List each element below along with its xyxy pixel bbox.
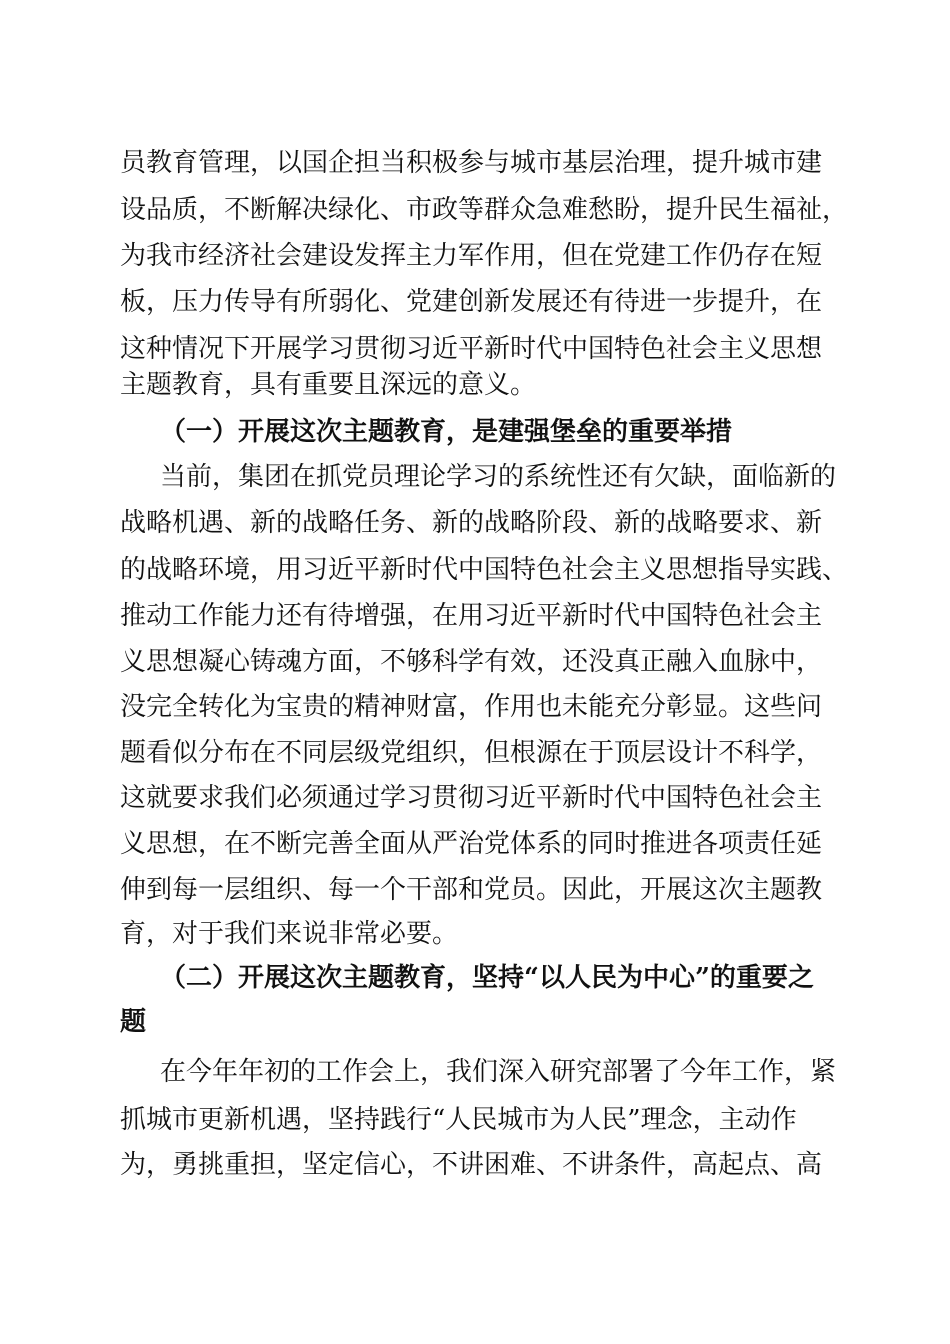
body-text-line: 在今年年初的工作会上，我们深入研究部署了今年工作，紧 xyxy=(160,1057,837,1087)
section-heading-2: （二）开展这次主题教育，坚持“以人民为中心”的重要之 xyxy=(160,963,814,993)
body-text-line: 伸到每一层组织、每一个干部和党员。因此，开展这次主题教 xyxy=(120,875,823,905)
body-text-line: 当前，集团在抓党员理论学习的系统性还有欠缺，面临新的 xyxy=(160,462,837,492)
body-text-line: 为我市经济社会建设发挥主力军作用，但在党建工作仍存在短 xyxy=(120,241,823,271)
body-text-line: 主题教育，具有重要且深远的意义。 xyxy=(120,370,537,400)
body-text-line: 这就要求我们必须通过学习贯彻习近平新时代中国特色社会主 xyxy=(120,783,823,813)
body-text-line: 设品质，不断解决绿化、市政等群众急难愁盼，提升民生福祉， xyxy=(120,195,849,225)
body-text-line: 员教育管理，以国企担当积极参与城市基层治理，提升城市建 xyxy=(120,148,823,178)
body-text-line: 推动工作能力还有待增强，在用习近平新时代中国特色社会主 xyxy=(120,601,823,631)
body-text-line: 义思想，在不断完善全面从严治党体系的同时推进各项责任延 xyxy=(120,829,823,859)
section-heading-2-continued: 题 xyxy=(120,1007,147,1037)
body-text-line: 题看似分布在不同层级党组织，但根源在于顶层设计不科学， xyxy=(120,738,823,768)
body-text-line: 没完全转化为宝贵的精神财富，作用也未能充分彰显。这些问 xyxy=(120,692,823,722)
body-text-line: 为，勇挑重担，坚定信心，不讲困难、不讲条件，高起点、高 xyxy=(120,1150,823,1180)
body-text-line: 的战略环境，用习近平新时代中国特色社会主义思想指导实践、 xyxy=(120,555,849,585)
body-text-line: 抓城市更新机遇，坚持践行“人民城市为人民”理念，主动作 xyxy=(120,1105,797,1135)
body-text-line: 战略机遇、新的战略任务、新的战略阶段、新的战略要求、新 xyxy=(120,508,823,538)
section-heading-1: （一）开展这次主题教育，是建强堡垒的重要举措 xyxy=(160,417,733,447)
body-text-line: 育，对于我们来说非常必要。 xyxy=(120,919,459,949)
body-text-line: 板，压力传导有所弱化、党建创新发展还有待进一步提升，在 xyxy=(120,287,823,317)
body-text-line: 这种情况下开展学习贯彻习近平新时代中国特色社会主义思想 xyxy=(120,334,823,364)
body-text-line: 义思想凝心铸魂方面，不够科学有效，还没真正融入血脉中， xyxy=(120,647,823,677)
